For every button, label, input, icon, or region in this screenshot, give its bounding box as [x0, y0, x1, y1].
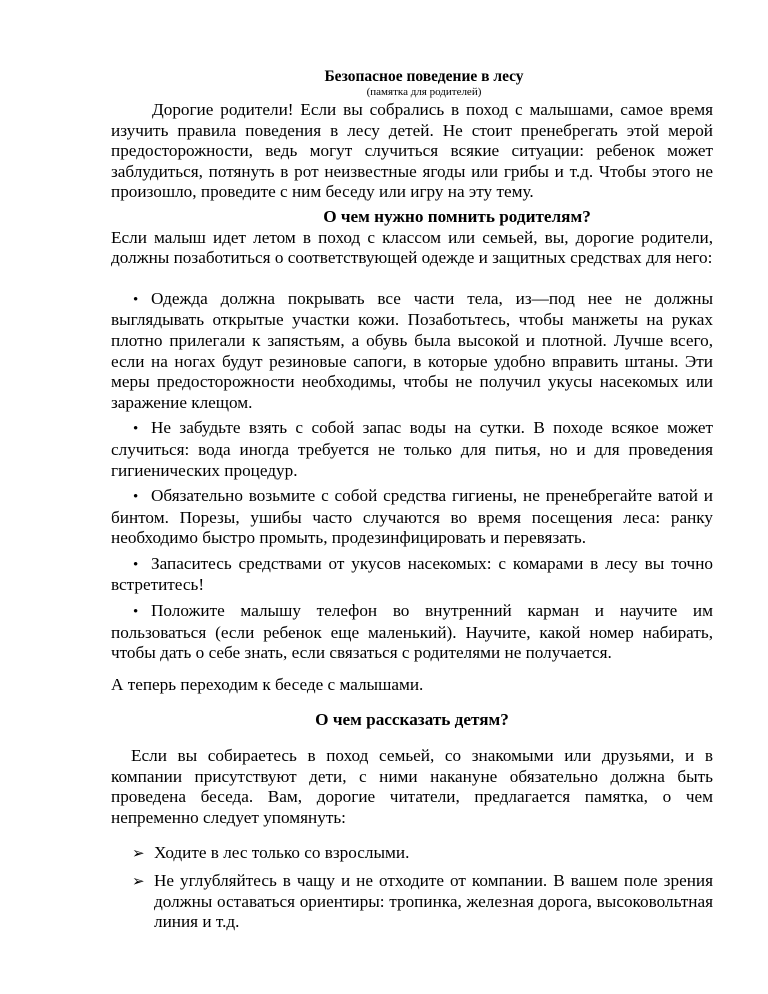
bullet-text: Одежда должна покрывать все части тела, из—под нее не должны выглядывать открытые участки кожи. Позаботьтесь, чтобы манжеты на руках плотно прилегали к запястьям, а обувь была высокой и плотной. Лучше всего, если на ногах будут резиновые сапоги, в которые удобно вправить штаны. Эти меры предосторожности необходимы, чтобы не получил укусы насекомых или заражение клещом.	[111, 288, 713, 412]
bullet-icon: •	[133, 556, 139, 573]
bullet-item	[111, 554, 713, 596]
list-item-text: Ходите в лес только со взрослыми.	[154, 843, 410, 863]
bullet-text: Обязательно возьмите с собой средства гигиены, не пренебрегайте ватой и бинтом. Порезы, ушибы часто случаются во время посещения леса: ранку необходимо быстро промыть, продезинфицировать и перевязать.	[111, 486, 713, 548]
bullet-item	[111, 486, 713, 549]
bullet-icon: •	[133, 489, 139, 506]
list-item-text: Не углубляйтесь в чащу и не отходите от компании. В вашем поле зрения должны оставаться ориентиры: тропинка, железная дорога, высоковольтная линия и т.д.	[154, 871, 713, 932]
bullet-text: Запаситесь средствами от укусов насекомых: с комарами в лесу вы точно встретитесь!	[111, 553, 713, 595]
section1-lead: Если малыш идет летом в поход с классом или семьей, вы, дорогие родители, должны позаботиться о соответствующей одежде и защитных средствах для него:	[111, 227, 713, 268]
document-body	[111, 68, 713, 940]
bullet-item	[111, 289, 713, 414]
bullet-text: Не забудьте взять с собой запас воды на сутки. В походе всякое может случиться: вода иногда требуется не только для питья, но и для проведения гигиенических процедур.	[111, 418, 713, 480]
bullet-icon: •	[133, 604, 139, 621]
document-title: Безопасное поведение в лесу	[324, 68, 524, 85]
list-item	[111, 843, 713, 864]
bullet-icon: •	[133, 291, 139, 308]
arrow-bullet-icon: ➢	[132, 872, 145, 890]
arrow-bullet-icon: ➢	[132, 844, 145, 863]
bullet-text: Положите малышу телефон во внутренний карман и научите им пользоваться (если ребенок еще маленький). Научите, какой номер набирать, чтобы дать о себе знать, если связаться с родителями не получается.	[111, 601, 713, 663]
bullet-item	[111, 418, 713, 481]
intro-paragraph: Дорогие родители! Если вы собрались в поход с малышами, самое время изучить правила поведения в лесу детей. Не стоит пренебрегать этой мерой предосторожности, ведь могут случиться всякие ситуации: ребенок может заблудиться, потянуть в рот неизвестные ягоды или грибы и т.д. Чтобы этого не произошло, проведите с ним беседу или игру на эту тему.	[111, 100, 713, 202]
document-subtitle: (памятка для родителей)	[366, 86, 482, 98]
list-item	[111, 871, 713, 933]
bullet-item	[111, 601, 713, 664]
section-heading-children: О чем рассказать детям?	[315, 710, 509, 730]
section2-lead: Если вы собираетесь в поход семьей, со знакомыми или друзьями, и в компании присутствуют дети, с ними накануне обязательно должна быть проведена беседа. Вам, дорогие читатели, предлагается памятка, о чем непременно следует упомянуть:	[111, 746, 713, 827]
bullet-icon: •	[133, 421, 139, 438]
section-heading-parents: О чем нужно помнить родителям?	[323, 206, 591, 226]
section1-closing: А теперь переходим к беседе с малышами.	[111, 674, 424, 694]
